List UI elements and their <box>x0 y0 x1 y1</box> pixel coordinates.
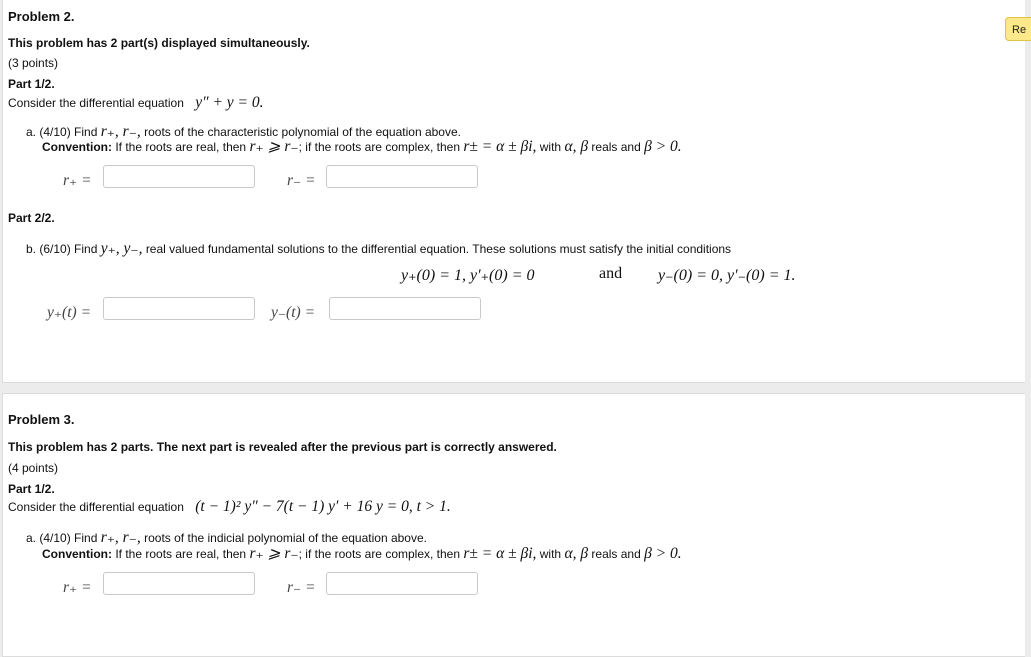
problem-2-points: (3 points) <box>8 56 59 70</box>
convention-beta: β > 0. <box>644 138 682 155</box>
problem-2-part1-label: Part 1/2. <box>8 77 55 91</box>
consider-text: Consider the differential equation <box>8 500 184 514</box>
convention-text-2: ; if the roots are complex, then <box>298 140 461 154</box>
y-minus-label: y₋(t) = <box>271 304 316 321</box>
part-a-prefix: a. (4/10) Find <box>26 531 98 545</box>
part-b-text: real valued fundamental solutions to the differential equation. These solutions must satisfy the initial conditions <box>145 242 732 256</box>
convention-alpha-beta: α, β <box>564 138 589 155</box>
convention-text-4: reals and <box>591 547 641 561</box>
y-plus-label: y₊(t) = <box>47 304 92 321</box>
part-b-question <box>26 239 731 258</box>
problem-3-part1-label: Part 1/2. <box>8 482 55 496</box>
r-minus-input[interactable] <box>326 165 478 188</box>
convention-label: Convention: <box>42 140 112 154</box>
problem-3-info: This problem has 2 parts. The next part is revealed after the previous part is correctly answered. <box>8 440 557 454</box>
consider-text: Consider the differential equation <box>8 96 184 110</box>
r-plus-input[interactable] <box>103 572 255 595</box>
r-minus-label: r₋ = <box>287 579 316 596</box>
problem-3-statement <box>8 498 451 516</box>
convention-text-3: with <box>539 140 562 154</box>
part-a-vars: r₊, r₋, <box>100 123 141 140</box>
convention-beta: β > 0. <box>644 545 682 562</box>
convention-label: Convention: <box>42 547 112 561</box>
problem-3-points: (4 points) <box>8 461 59 475</box>
initial-conditions-left: y₊(0) = 1, y′₊(0) = 0 <box>401 267 535 284</box>
initial-conditions-and: and <box>599 265 623 282</box>
problem-3-panel <box>2 393 1025 657</box>
differential-equation: y″ + y = 0. <box>195 94 264 111</box>
part-a-prefix: a. (4/10) Find <box>26 125 98 139</box>
side-re-button[interactable]: Re <box>1005 17 1031 41</box>
y-plus-input[interactable] <box>103 297 255 320</box>
part-b-prefix: b. (6/10) Find <box>26 242 98 256</box>
r-plus-input[interactable] <box>103 165 255 188</box>
convention-alpha-beta: α, β <box>564 545 589 562</box>
problem-2-info: This problem has 2 part(s) displayed simultaneously. <box>8 36 310 50</box>
convention-text-4: reals and <box>591 140 641 154</box>
differential-equation: (t − 1)² y″ − 7(t − 1) y′ + 16 y = 0, t > 1. <box>195 498 451 515</box>
convention-text-1: If the roots are real, then <box>115 547 247 561</box>
r-plus-label: r₊ = <box>63 172 92 189</box>
initial-conditions-right: y₋(0) = 0, y′₋(0) = 1. <box>658 267 796 284</box>
r-minus-label: r₋ = <box>287 172 316 189</box>
convention-formula: r± = α ± βi, <box>463 545 537 562</box>
part-b-vars: y₊, y₋, <box>100 240 143 257</box>
convention-inequality: r₊ ⩾ r₋ <box>249 545 299 562</box>
problem-3-title: Problem 3. <box>8 412 75 427</box>
part-a-vars: r₊, r₋, <box>100 529 141 546</box>
problem-2-panel <box>2 0 1025 383</box>
problem-2-part2-label: Part 2/2. <box>8 211 55 225</box>
r-plus-label: r₊ = <box>63 579 92 596</box>
convention-text-3: with <box>539 547 562 561</box>
convention-text-1: If the roots are real, then <box>115 140 247 154</box>
y-minus-input[interactable] <box>329 297 481 320</box>
convention-line <box>42 137 682 156</box>
r-minus-input[interactable] <box>326 572 478 595</box>
problem-2-title: Problem 2. <box>8 9 75 24</box>
convention-line <box>42 544 682 563</box>
part-a-text: roots of the indicial polynomial of the equation above. <box>144 531 427 545</box>
part-a-text: roots of the characteristic polynomial of the equation above. <box>144 125 461 139</box>
convention-text-2: ; if the roots are complex, then <box>298 547 461 561</box>
problem-2-statement <box>8 94 264 112</box>
convention-formula: r± = α ± βi, <box>463 138 537 155</box>
convention-inequality: r₊ ⩾ r₋ <box>249 138 299 155</box>
